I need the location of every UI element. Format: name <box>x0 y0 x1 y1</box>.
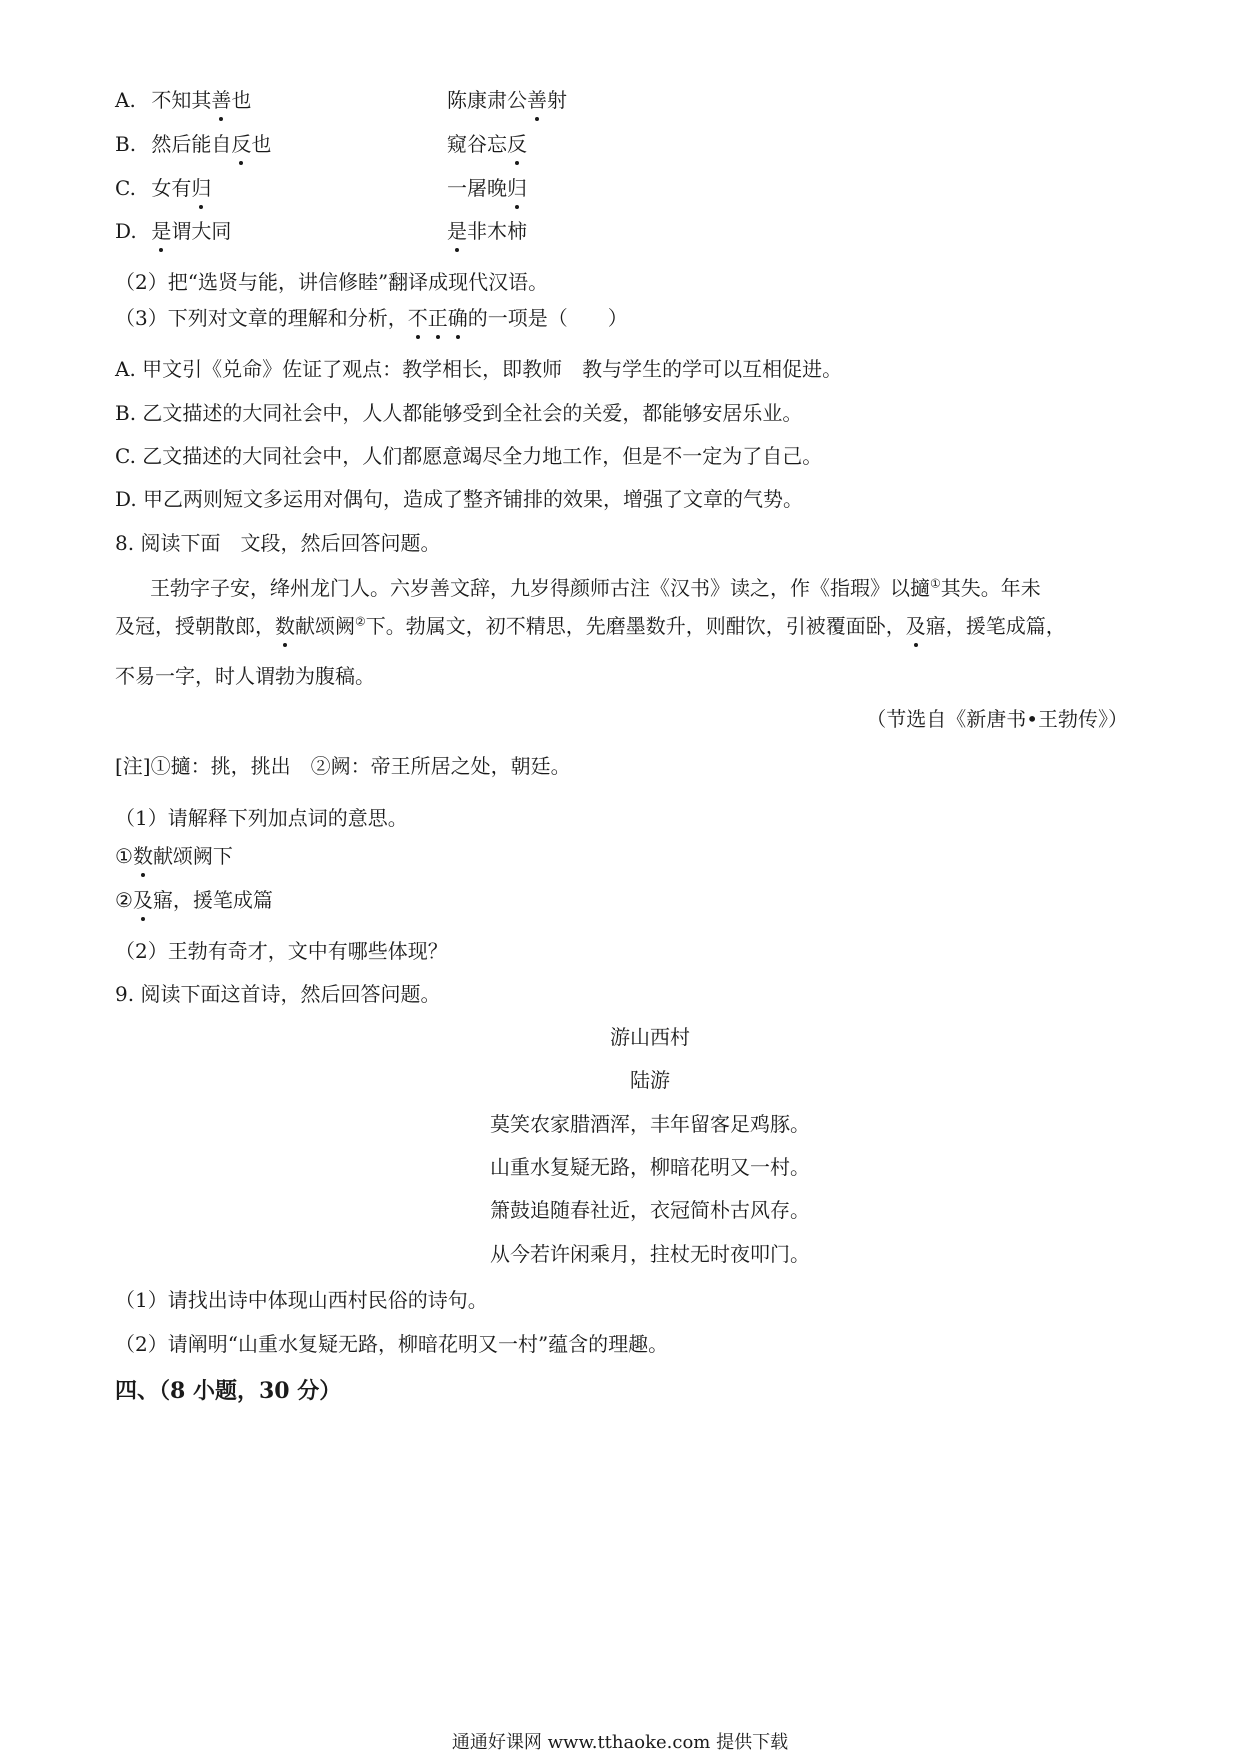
q8-item-2 <box>115 886 273 914</box>
dotted-char: 归 <box>191 176 212 200</box>
option-right-text: 一屠晚 <box>447 176 507 200</box>
option-left-text: 谓大同 <box>171 219 232 243</box>
option-label: A. <box>115 88 136 112</box>
dotted-char: 及 <box>132 888 153 912</box>
q7-sub3 <box>115 304 628 332</box>
q8-sub1: （1）请解释下列加点词的意思。 <box>115 806 408 830</box>
poem-line-4: 从今若许闲乘月，拄杖无时夜叩门。 <box>490 1242 810 1266</box>
option-left-text: 也 <box>231 88 252 112</box>
passage-text: 下。勃属文，初不精思，先磨墨数升，则酣饮，引被覆面卧， <box>365 614 906 638</box>
dotted-char: 反 <box>231 132 252 156</box>
passage-text: 王勃字子安，绛州龙门人。六岁善文辞，九岁得颜师古注《汉书》读之，作《指瑕》以擿 <box>150 576 930 600</box>
dotted-char: 善 <box>527 88 547 112</box>
q7-sub2: （2）把“选贤与能，讲信修睦”翻译成现代汉语。 <box>115 270 549 294</box>
option-right-text: 非木柿 <box>467 219 527 243</box>
q7-choice-c: C. 乙文描述的大同社会中，人们都愿意竭尽全力地工作，但是不一定为了自己。 <box>115 444 823 468</box>
q7-choice-b: B. 乙文描述的大同社会中，人人都能够受到全社会的关爱，都能够安居乐业。 <box>115 401 803 425</box>
option-left-text: 不知其 <box>151 88 212 112</box>
dotted-char: 确 <box>447 306 468 330</box>
passage-text: 及冠，授朝散郎， <box>115 614 275 638</box>
passage-text: 寤，援笔成篇， <box>925 614 1066 638</box>
option-right-text: 陈康肃公 <box>447 88 527 112</box>
q9-sub2: （2）请阐明“山重水复疑无路，柳暗花明又一村”蕴含的理趣。 <box>115 1332 669 1356</box>
q8-item-1 <box>115 842 233 870</box>
q7-sub3-text: 的一项是（ ） <box>467 306 628 330</box>
poem-title: 游山西村 <box>610 1025 690 1049</box>
passage-text: 其失。年未 <box>940 576 1041 600</box>
q8-passage-line-1 <box>150 574 1041 602</box>
q9-sub1: （1）请找出诗中体现山西村民俗的诗句。 <box>115 1288 488 1312</box>
q8-note: [注]①擿：挑，挑出 ②阙：帝王所居之处，朝廷。 <box>115 754 571 778</box>
option-b <box>115 130 527 158</box>
option-label: C. <box>115 176 136 200</box>
q8-sub2: （2）王勃有奇才，文中有哪些体现？ <box>115 939 448 963</box>
q8-passage-line-3: 不易一字，时人谓勃为腹稿。 <box>115 664 375 688</box>
option-right-text: 射 <box>547 88 567 112</box>
footer-credit: 通通好课网 www.tthaoke.com 提供下载 <box>451 1732 789 1753</box>
poem-line-1: 莫笑农家腊酒浑，丰年留客足鸡豚。 <box>490 1112 810 1136</box>
dotted-char: 不 <box>407 306 428 330</box>
footnote-marker: ② <box>355 614 366 629</box>
option-c <box>115 174 527 202</box>
q7-choice-d: D. 甲乙两则短文多运用对偶句，造成了整齐铺排的效果，增强了文章的气势。 <box>115 487 804 511</box>
option-left-text: 也 <box>251 132 272 156</box>
option-left-text: 然后能自 <box>151 132 232 156</box>
passage-text: 献颂阙 <box>295 614 355 638</box>
dotted-char: 善 <box>211 88 232 112</box>
poem-line-3: 箫鼓追随春社近，衣冠简朴古风存。 <box>490 1198 810 1222</box>
q8-passage-line-2 <box>115 612 1066 640</box>
option-d <box>115 217 527 245</box>
item-marker: ① <box>115 844 133 868</box>
dotted-char: 反 <box>507 132 527 156</box>
q7-choice-a: A. 甲文引《兑命》佐证了观点：教学相长，即教师 教与学生的学可以互相促进。 <box>115 357 843 381</box>
dotted-char: 正 <box>427 306 448 330</box>
dotted-char: 及 <box>905 614 926 638</box>
poem-line-2: 山重水复疑无路，柳暗花明又一村。 <box>490 1155 810 1179</box>
q7-sub3-text: （3）下列对文章的理解和分析， <box>115 306 408 330</box>
option-right-text: 窥谷忘 <box>447 132 507 156</box>
q9-title: 9. 阅读下面这首诗，然后回答问题。 <box>115 982 441 1006</box>
dotted-char: 数 <box>275 614 295 638</box>
poem-author: 陆游 <box>630 1068 670 1092</box>
footnote-marker: ① <box>930 576 941 591</box>
option-label: D. <box>115 219 137 243</box>
dotted-char: 归 <box>507 176 527 200</box>
item-text: 献颂阙下 <box>152 844 233 868</box>
q8-title: 8. 阅读下面 文段，然后回答问题。 <box>115 531 441 555</box>
section-heading: 四、（8 小题，30 分） <box>115 1378 342 1404</box>
option-label: B. <box>115 132 137 156</box>
dotted-char: 数 <box>132 844 153 868</box>
option-a <box>115 86 567 114</box>
item-text: 寤，援笔成篇 <box>152 888 273 912</box>
item-marker: ② <box>115 888 133 912</box>
option-left-text: 女有 <box>151 176 192 200</box>
dotted-char: 是 <box>151 219 172 243</box>
q8-source: （节选自《新唐书•王勃传》） <box>866 707 1128 731</box>
dotted-char: 是 <box>447 219 467 243</box>
